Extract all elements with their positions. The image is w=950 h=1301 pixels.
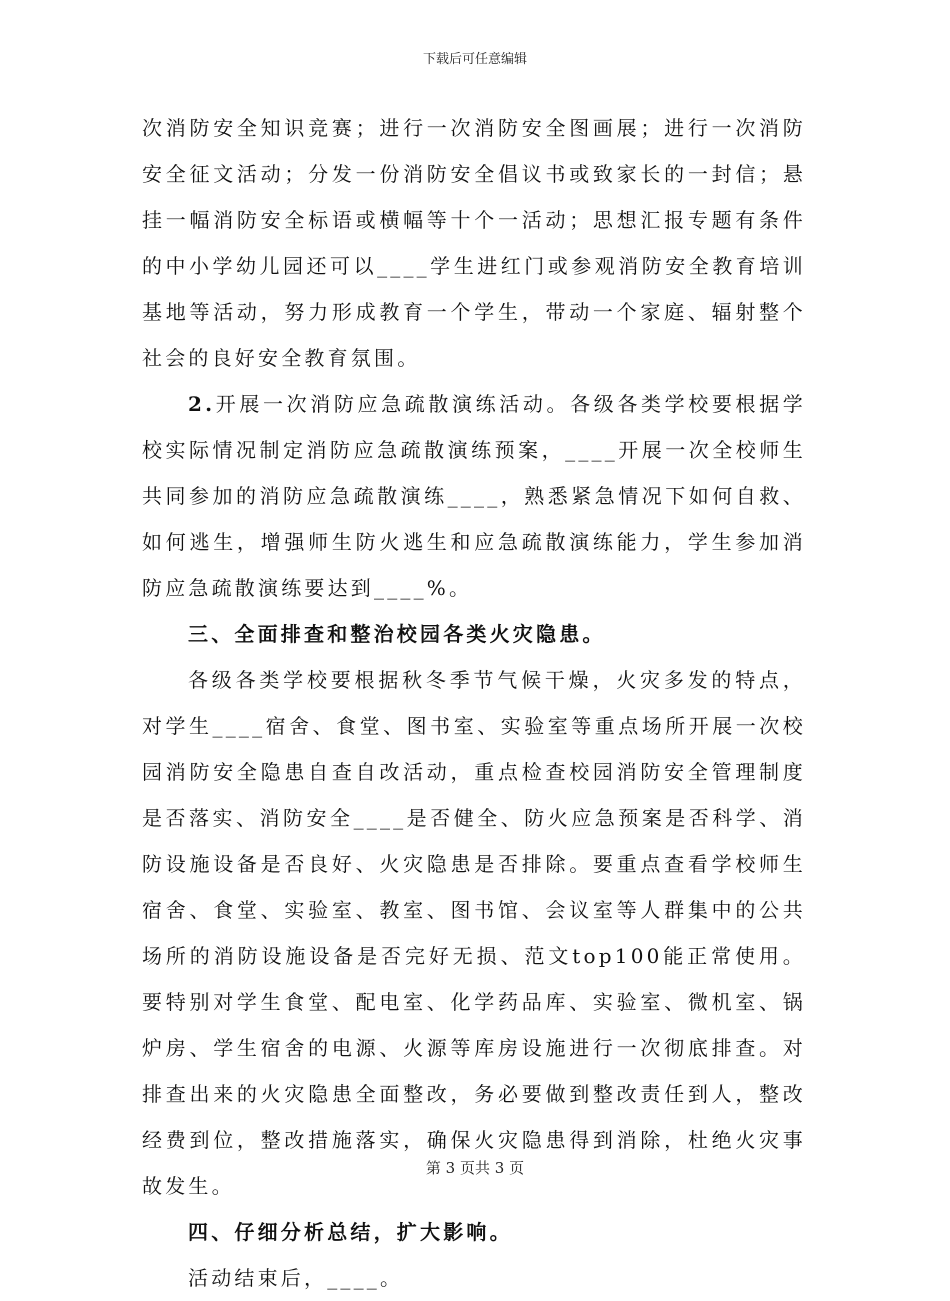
paragraph-activities: 次消防安全知识竞赛；进行一次消防安全图画展；进行一次消防安全征文活动；分发一份消防安全倡议书或致家长的一封信；悬挂一幅消防安全标语或横幅等十个一活动；思想汇报专题有条件的中小学幼儿园还可以____学生进红门或参观消防安全教育培训基地等活动，努力形成教育一个学生，带动一个家庭、辐射整个社会的良好安全教育氛围。 (142, 116, 806, 370)
header-note: 下载后可任意编辑 (422, 52, 527, 67)
section-heading-3: 三、全面排查和整治校园各类火灾隐患。 (188, 622, 606, 646)
item-number: 2. (188, 392, 216, 416)
paragraph-conclusion: 活动结束后，____。 (188, 1266, 404, 1290)
item-evacuation-drill (142, 381, 806, 611)
item-text: 开展一次消防应急疏散演练活动。各级各类学校要根据学校实际情况制定消防应急疏散演练预案，____开展一次全校师生共同参加的消防应急疏散演练____，熟悉紧急情况下如何自救、如何逃生，增强师生防火逃生和应急疏散演练能力，学生参加消防应急疏散演练要达到____%。 (142, 392, 806, 600)
page-number: 第 3 页共 3 页 (425, 1159, 525, 1177)
paragraph-inspection: 各级各类学校要根据秋冬季节气候干燥，火灾多发的特点，对学生____宿舍、食堂、图书室、实验室等重点场所开展一次校园消防安全隐患自查自改活动，重点检查校园消防安全管理制度是否落实、消防安全____是否健全、防火应急预案是否科学、消防设施设备是否良好、火灾隐患是否排除。要重点查看学校师生宿舍、食堂、实验室、教室、图书馆、会议室等人群集中的公共场所的消防设施设备是否完好无损、范文top100能正常使用。要特别对学生食堂、配电室、化学药品库、实验室、微机室、锅炉房、学生宿舍的电源、火源等库房设施进行一次彻底排查。对排查出来的火灾隐患全面整改，务必要做到整改责任到人，整改经费到位，整改措施落实，确保火灾隐患得到消除，杜绝火灾事故发生。 (142, 668, 806, 1198)
section-heading-4: 四、仔细分析总结，扩大影响。 (188, 1220, 513, 1244)
document-body (142, 105, 806, 1301)
